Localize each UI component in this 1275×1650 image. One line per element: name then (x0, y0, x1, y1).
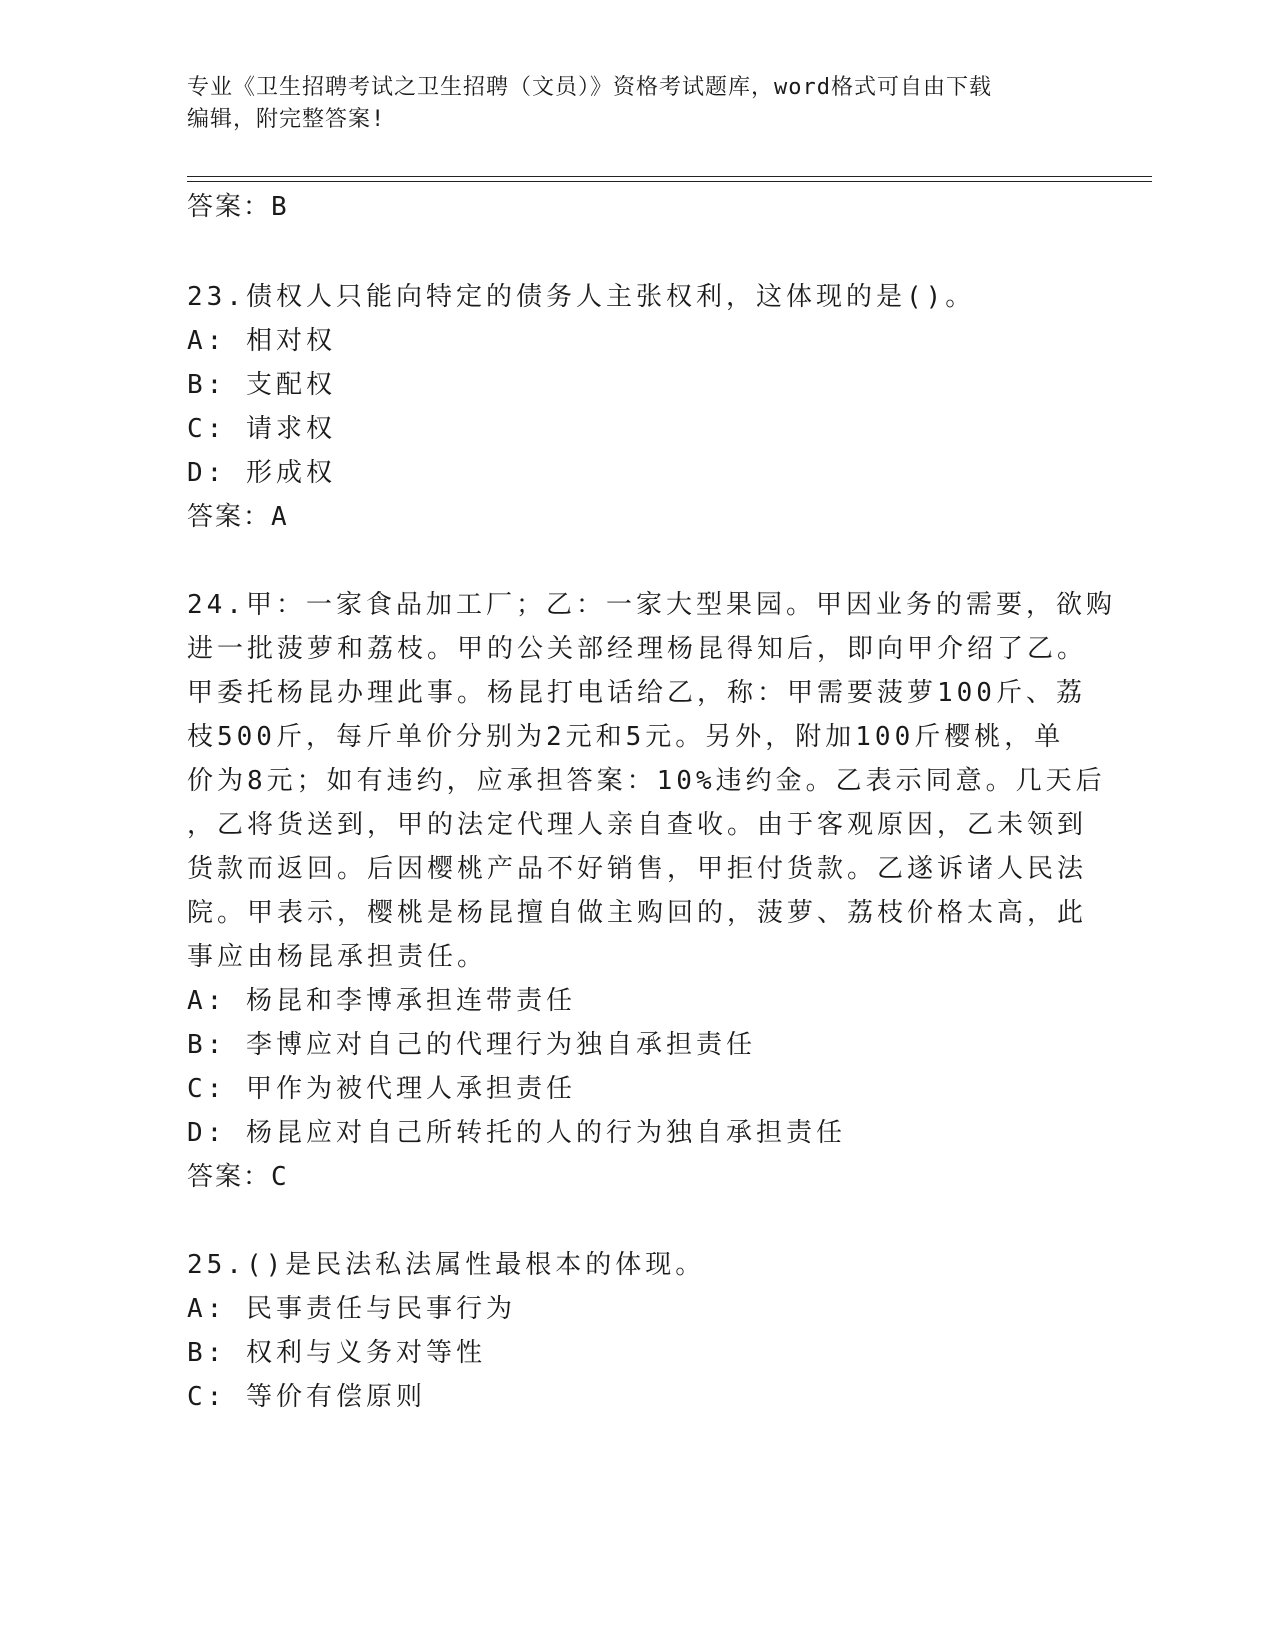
question-24-stem-line: ，乙将货送到，甲的法定代理人亲自查收。由于客观原因，乙未领到 (187, 810, 1088, 840)
question-25-stem: 25.()是民法私法属性最根本的体现。 (187, 1250, 706, 1280)
question-24-option-c: C: 甲作为被代理人承担责任 (187, 1074, 576, 1104)
document-header (187, 72, 1087, 136)
question-24-stem-line: 货款而返回。后因樱桃产品不好销售，甲拒付货款。乙遂诉诸人民法 (187, 854, 1088, 884)
answer-q22: 答案：B (187, 192, 289, 222)
question-24-option-d: D: 杨昆应对自己所转托的人的行为独自承担责任 (187, 1118, 846, 1148)
question-25-option-c: C: 等价有偿原则 (187, 1382, 426, 1412)
question-24-stem-line: 价为8元；如有违约，应承担答案：10%违约金。乙表示同意。几天后 (187, 766, 1106, 796)
question-24-stem-line: 24.甲：一家食品加工厂；乙：一家大型果园。甲因业务的需要，欲购 (187, 590, 1116, 620)
question-24-option-b: B: 李博应对自己的代理行为独自承担责任 (187, 1030, 756, 1060)
answer-q24: 答案：C (187, 1162, 289, 1192)
question-25-option-b: B: 权利与义务对等性 (187, 1338, 486, 1368)
header-line-1: 专业《卫生招聘考试之卫生招聘（文员）》资格考试题库，word格式可自由下载 (187, 75, 992, 100)
question-25-option-a: A: 民事责任与民事行为 (187, 1294, 516, 1324)
question-24-stem-line: 甲委托杨昆办理此事。杨昆打电话给乙，称：甲需要菠萝100斤、荔 (187, 678, 1086, 708)
header-divider-top (187, 176, 1152, 177)
question-23-option-d: D: 形成权 (187, 458, 336, 488)
question-23-option-b: B: 支配权 (187, 370, 336, 400)
header-line-2: 编辑，附完整答案! (187, 107, 386, 132)
question-24-option-a: A: 杨昆和李博承担连带责任 (187, 986, 576, 1016)
question-23-option-a: A: 相对权 (187, 326, 336, 356)
question-24-stem-line: 院。甲表示，樱桃是杨昆擅自做主购回的，菠萝、荔枝价格太高，此 (187, 898, 1088, 928)
header-divider-bottom (187, 181, 1152, 182)
question-23-stem: 23.债权人只能向特定的债务人主张权利，这体现的是()。 (187, 282, 976, 312)
question-24-stem-line: 进一批菠萝和荔枝。甲的公关部经理杨昆得知后，即向甲介绍了乙。 (187, 634, 1088, 664)
question-23-option-c: C: 请求权 (187, 414, 336, 444)
answer-q23: 答案：A (187, 502, 289, 532)
question-24-stem-line: 枝500斤，每斤单价分别为2元和5元。另外，附加100斤樱桃，单 (187, 722, 1065, 752)
question-24-stem-line: 事应由杨昆承担责任。 (187, 942, 488, 972)
